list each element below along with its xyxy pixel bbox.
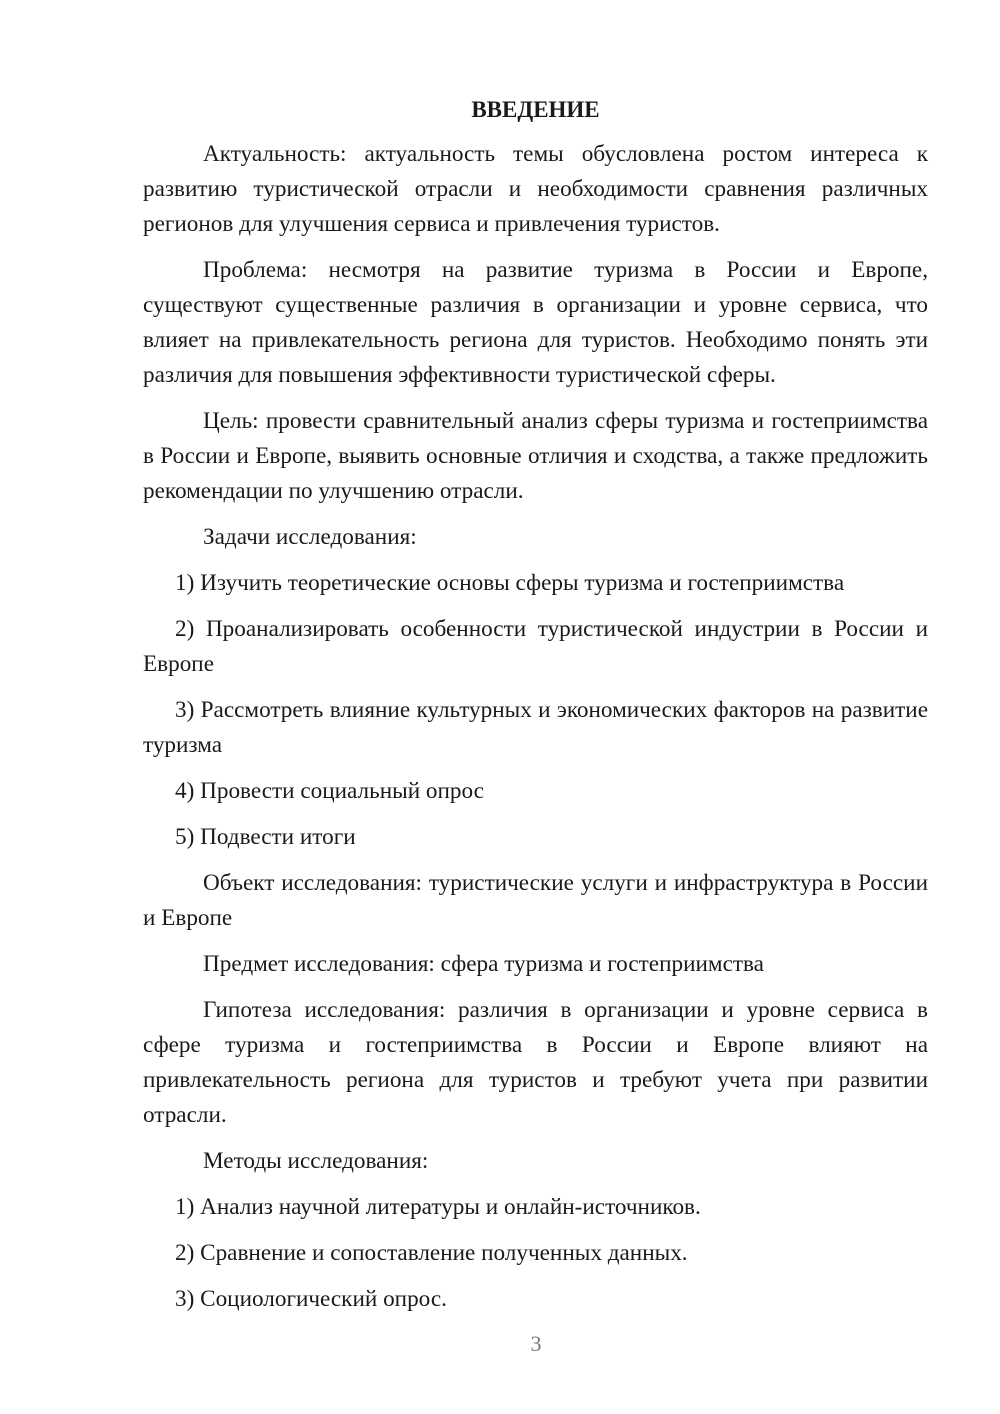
method-item-1: 1) Анализ научной литературы и онлайн-источников. (175, 1194, 701, 1220)
methods-heading: Методы исследования: (203, 1148, 429, 1174)
task-item-1: 1) Изучить теоретические основы сферы туризма и гостеприимства (175, 570, 845, 596)
method-item-3: 3) Социологический опрос. (175, 1286, 447, 1312)
task-item-4: 4) Провести социальный опрос (175, 778, 484, 804)
section-title: ВВЕДЕНИЕ (471, 97, 600, 122)
document-page (143, 92, 928, 1328)
task-item-3: 3) Рассмотреть влияние культурных и экономических факторов на развитие туризма (143, 697, 928, 758)
tasks-heading: Задачи исследования: (203, 524, 417, 550)
task-item-2: 2) Проанализировать особенности туристической индустрии в России и Европе (143, 616, 928, 677)
page-number: 3 (530, 1331, 542, 1356)
method-item-2: 2) Сравнение и сопоставление полученных данных. (175, 1240, 688, 1266)
subject-paragraph: Предмет исследования: сфера туризма и гостеприимства (203, 951, 764, 977)
task-item-5: 5) Подвести итоги (175, 824, 356, 850)
hypothesis-paragraph: Гипотеза исследования: различия в организации и уровне сервиса в сфере туризма и гостеприимства в России и Европе влияют на привлекательность региона для туристов и требуют учета при развитии отрасли. (143, 997, 928, 1128)
goal-paragraph: Цель: провести сравнительный анализ сферы туризма и гостеприимства в России и Европе, выявить основные отличия и сходства, а также предложить рекомендации по улучшению отрасли. (143, 408, 928, 504)
relevance-paragraph: Актуальность: актуальность темы обусловлена ростом интереса к развитию туристической отрасли и необходимости сравнения различных регионов для улучшения сервиса и привлечения туристов. (143, 141, 928, 237)
object-paragraph: Объект исследования: туристические услуги и инфраструктура в России и Европе (143, 870, 928, 931)
problem-paragraph: Проблема: несмотря на развитие туризма в России и Европе, существуют существенные различия в организации и уровне сервиса, что влияет на привлекательность региона для туристов. Необходимо понять эти различия для повышения эффективности туристической сферы. (143, 257, 928, 388)
